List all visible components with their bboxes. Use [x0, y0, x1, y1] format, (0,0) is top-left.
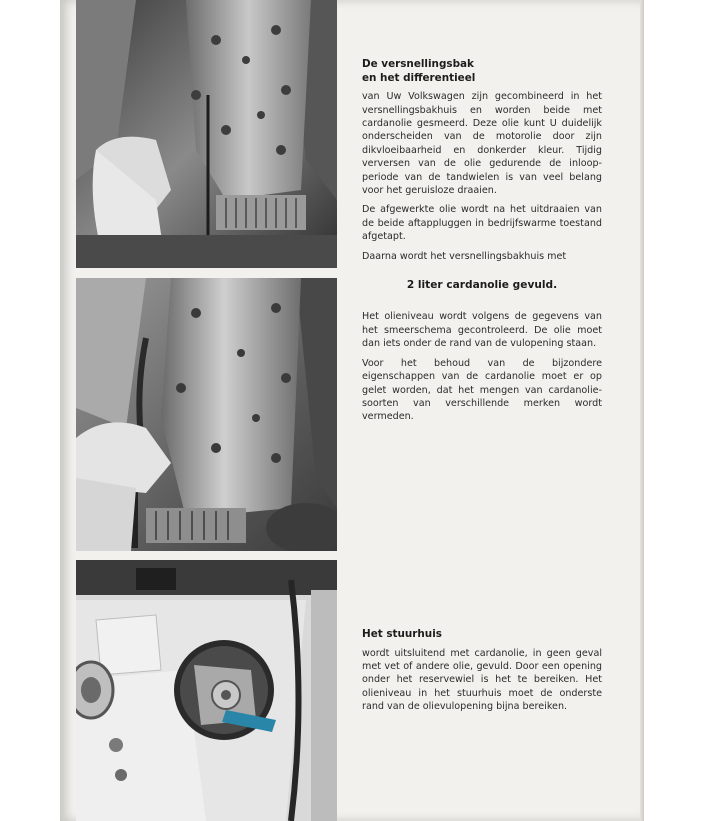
steering-box-section [362, 628, 602, 720]
gearbox-heading-line2: en het differentieel [362, 71, 476, 84]
gearbox-dipstick-photo [76, 0, 337, 268]
gearbox-paragraph-3: Daarna wordt het versnellingsbakhuis met [362, 250, 567, 262]
gearbox-heading [362, 58, 602, 85]
oil-quantity-callout: 2 liter cardanolie gevuld. [406, 279, 558, 292]
gearbox-section [362, 58, 602, 430]
gearbox-drain-plug-photo [76, 278, 337, 551]
gearbox-paragraph-4: Het olieniveau wordt volgens de gegevens van het smeerschema gecontroleerd. De olie moet dan iets onder de rand van de vulopening staan. [362, 311, 602, 350]
steering-box-paragraph: wordt uitsluitend met cardanolie, in geen geval met vet of andere olie, gevuld. Door een opening onder het reservewiel is het te bereiken. Het olieniveau in het stuurhuis moet de onderste rand van de olievulopening bijna bereiken. [362, 647, 602, 713]
gearbox-paragraph-5: Voor het behoud van de bijzondere eigenschappen van de cardanolie moet er op gelet worden, dat het mengen van cardanolie-soorten van verschillende merken wordt vermeden. [362, 357, 602, 423]
steering-box-photo [76, 560, 337, 821]
page-edge [640, 0, 644, 821]
gearbox-paragraph-1: van Uw Volkswagen zijn gecombineerd in het versnellingsbakhuis en worden beide met cardanolie gesmeerd. Deze olie kunt U duidelijk onderscheiden van de motorolie door zijn dikvloeibaarheid en donkerder kleur. Tijdig verversen van de olie gedurende de inloop-periode van de tandwielen is van veel belang voor het geruisloze draaien. [362, 91, 602, 197]
gearbox-heading-line1: De versnellingsbak [362, 58, 474, 70]
steering-box-heading: Het stuurhuis [362, 628, 442, 640]
gearbox-paragraph-2: De afgewerkte olie wordt na het uitdraaien van de beide aftappluggen in bedrijfswarme toestand afgetapt. [362, 204, 602, 243]
